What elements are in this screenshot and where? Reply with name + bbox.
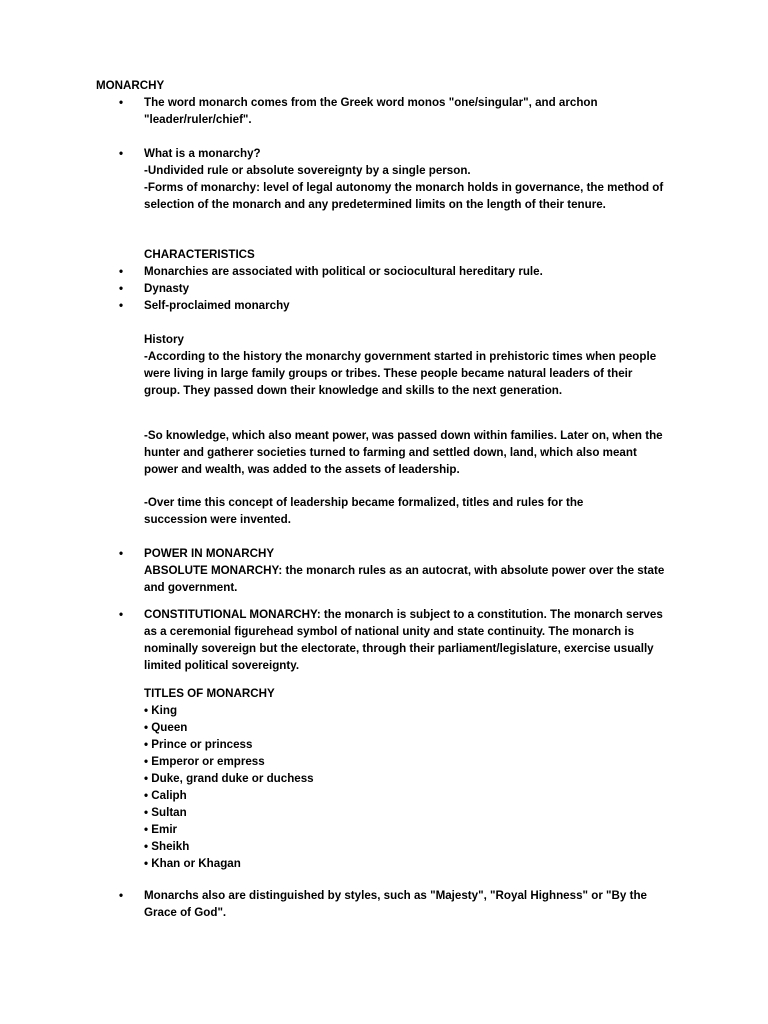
bullet-marker: •: [119, 96, 124, 109]
history-heading: History: [144, 333, 184, 346]
title-item: • King: [144, 704, 178, 717]
title-item: • Duke, grand duke or duchess: [144, 772, 314, 785]
titles-heading: TITLES OF MONARCHY: [144, 687, 275, 700]
characteristic-item: Monarchies are associated with political or sociocultural hereditary rule.: [144, 265, 543, 278]
bullet-marker: •: [119, 299, 124, 312]
title-item: • Khan or Khagan: [144, 857, 241, 870]
etymology-paragraph: The word monarch comes from the Greek word monos "one/singular", and archon "leader/ruler/chief".: [144, 96, 598, 126]
bullet-marker: •: [119, 265, 124, 278]
title-item: • Sultan: [144, 806, 187, 819]
title-item: • Emir: [144, 823, 178, 836]
what-is-question: What is a monarchy?: [144, 147, 261, 160]
history-paragraph-3: -Over time this concept of leadership became formalized, titles and rules for the succession were invented.: [144, 496, 584, 526]
bullet-marker: •: [119, 608, 124, 621]
document-title: MONARCHY: [96, 79, 165, 92]
bullet-marker: •: [119, 147, 124, 160]
title-item: • Emperor or empress: [144, 755, 265, 768]
title-item: • Prince or princess: [144, 738, 253, 751]
absolute-monarchy: ABSOLUTE MONARCHY: the monarch rules as an autocrat, with absolute power over the state and government.: [144, 564, 665, 594]
titles-section: [144, 685, 444, 872]
what-is-forms: -Forms of monarchy: level of legal autonomy the monarch holds in governance, the method of selection of the monarch and any predetermined limits on the length of their tenure.: [144, 181, 664, 211]
power-heading: POWER IN MONARCHY: [144, 547, 275, 560]
title-item: • Queen: [144, 721, 188, 734]
title-item: • Sheikh: [144, 840, 190, 853]
power-section: [144, 545, 669, 596]
bullet-marker: •: [119, 282, 124, 295]
characteristic-item: Dynasty: [144, 282, 190, 295]
constitutional-monarchy: CONSTITUTIONAL MONARCHY: the monarch is subject to a constitution. The monarch serves as a ceremonial figurehead symbol of national unity and state continuity. The monarch is nominally sovereign but the electorate, through their parliament/legislature, exercise usually limited political sovereignty.: [144, 608, 663, 672]
characteristic-item: Self-proclaimed monarchy: [144, 299, 290, 312]
bullet-marker: •: [119, 889, 124, 902]
characteristics-heading: CHARACTERISTICS: [144, 248, 255, 261]
history-paragraph-2: -So knowledge, which also meant power, was passed down within families. Later on, when the hunter and gatherer societies turned to farming and settled down, land, which also meant power and wealth, was added to the assets of leadership.: [144, 429, 663, 476]
styles-paragraph: Monarchs also are distinguished by styles, such as "Majesty", "Royal Highness" or "By the Grace of God".: [144, 889, 647, 919]
title-item: • Caliph: [144, 789, 187, 802]
bullet-marker: •: [119, 547, 124, 560]
what-is-definition: -Undivided rule or absolute sovereignty by a single person.: [144, 164, 471, 177]
what-is-section: [144, 145, 684, 213]
history-section: [144, 331, 684, 399]
history-paragraph-1: -According to the history the monarchy government started in prehistoric times when people were living in large family groups or tribes. These people became natural leaders of their group. They passed down their knowledge and skills to the next generation.: [144, 350, 657, 397]
